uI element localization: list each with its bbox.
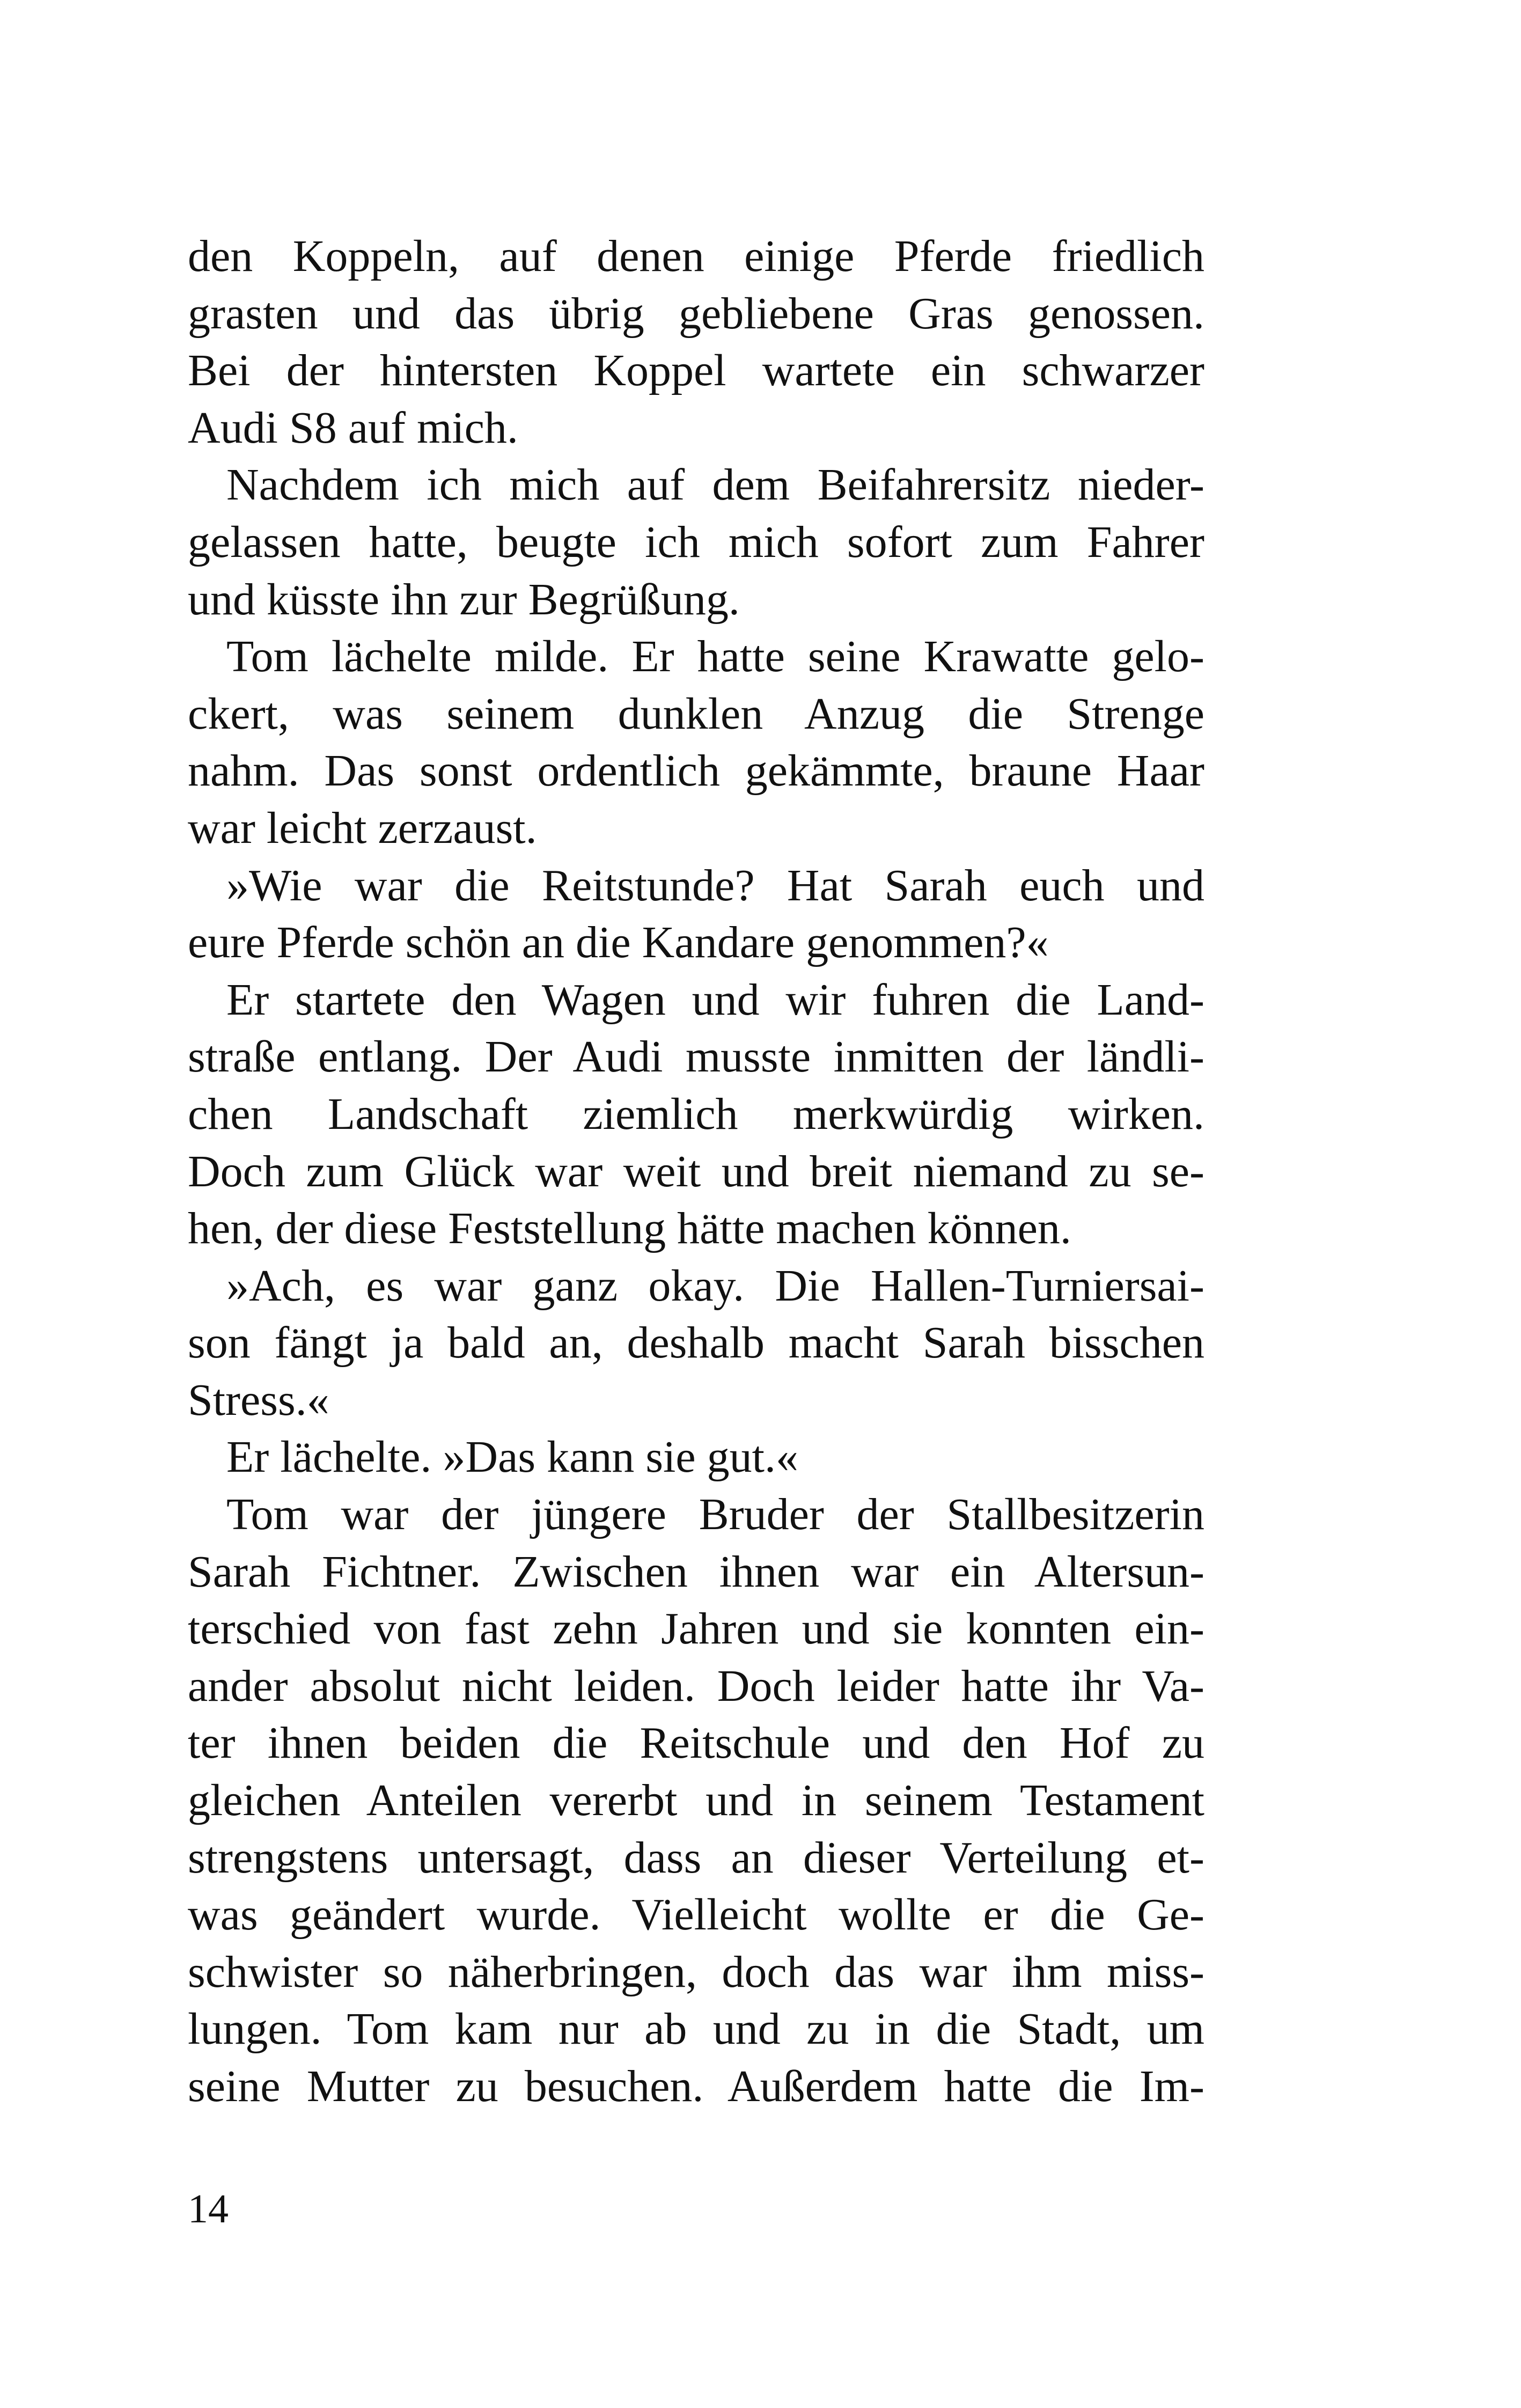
text-line: ter ihnen beiden die Reitschule und den Hof zu: [188, 1718, 1204, 1768]
text-line: schwister so näherbringen, doch das war ihm miss-: [188, 1947, 1204, 1997]
text-line: Tom war der jüngere Bruder der Stallbesitzerin: [226, 1489, 1204, 1540]
text-line: Nachdem ich mich auf dem Beifahrersitz nieder-: [226, 460, 1204, 510]
text-line: Er lächelte. »Das kann sie gut.«: [226, 1432, 798, 1482]
text-line: Bei der hintersten Koppel wartete ein schwarzer: [188, 346, 1204, 396]
text-line: hen, der diese Feststellung hätte machen können.: [188, 1203, 1071, 1254]
page-number: 14: [188, 2186, 229, 2231]
text-line: grasten und das übrig gebliebene Gras genossen.: [188, 288, 1204, 339]
text-line: Er startete den Wagen und wir fuhren die Land-: [226, 974, 1204, 1025]
text-line: »Wie war die Reitstunde? Hat Sarah euch und: [226, 860, 1204, 911]
body-text: [188, 228, 1204, 2116]
text-line: terschied von fast zehn Jahren und sie konnten ein-: [188, 1604, 1204, 1654]
text-line: eure Pferde schön an die Kandare genommen?«: [188, 917, 1049, 968]
text-line: was geändert wurde. Vielleicht wollte er die Ge-: [188, 1890, 1204, 1940]
text-line: Audi S8 auf mich.: [188, 402, 518, 453]
text-line: ckert, was seinem dunklen Anzug die Strenge: [188, 688, 1204, 739]
text-line: war leicht zerzaust.: [188, 803, 537, 853]
text-line: und küsste ihn zur Begrüßung.: [188, 574, 740, 625]
text-line: Doch zum Glück war weit und breit niemand zu se-: [188, 1146, 1204, 1196]
text-line: nahm. Das sonst ordentlich gekämmte, braune Haar: [188, 746, 1204, 796]
text-line: chen Landschaft ziemlich merkwürdig wirken.: [188, 1089, 1204, 1139]
text-line: strengstens untersagt, dass an dieser Verteilung et-: [188, 1832, 1204, 1883]
text-line: Tom lächelte milde. Er hatte seine Krawatte gelo-: [226, 632, 1204, 682]
text-line: Stress.«: [188, 1375, 329, 1425]
text-line: gleichen Anteilen vererbt und in seinem Testament: [188, 1775, 1204, 1826]
text-line: son fängt ja bald an, deshalb macht Sarah bisschen: [188, 1318, 1204, 1368]
text-line: straße entlang. Der Audi musste inmitten der ländli-: [188, 1032, 1204, 1082]
text-line: seine Mutter zu besuchen. Außerdem hatte die Im-: [188, 2061, 1204, 2111]
text-line: Sarah Fichtner. Zwischen ihnen war ein Altersun-: [188, 1546, 1204, 1597]
text-line: »Ach, es war ganz okay. Die Hallen-Turniersai-: [226, 1260, 1204, 1311]
text-line: gelassen hatte, beugte ich mich sofort zum Fahrer: [188, 517, 1204, 567]
text-line: lungen. Tom kam nur ab und zu in die Stadt, um: [188, 2004, 1204, 2054]
text-line: den Koppeln, auf denen einige Pferde friedlich: [188, 231, 1204, 281]
text-line: ander absolut nicht leiden. Doch leider hatte ihr Va-: [188, 1661, 1204, 1711]
